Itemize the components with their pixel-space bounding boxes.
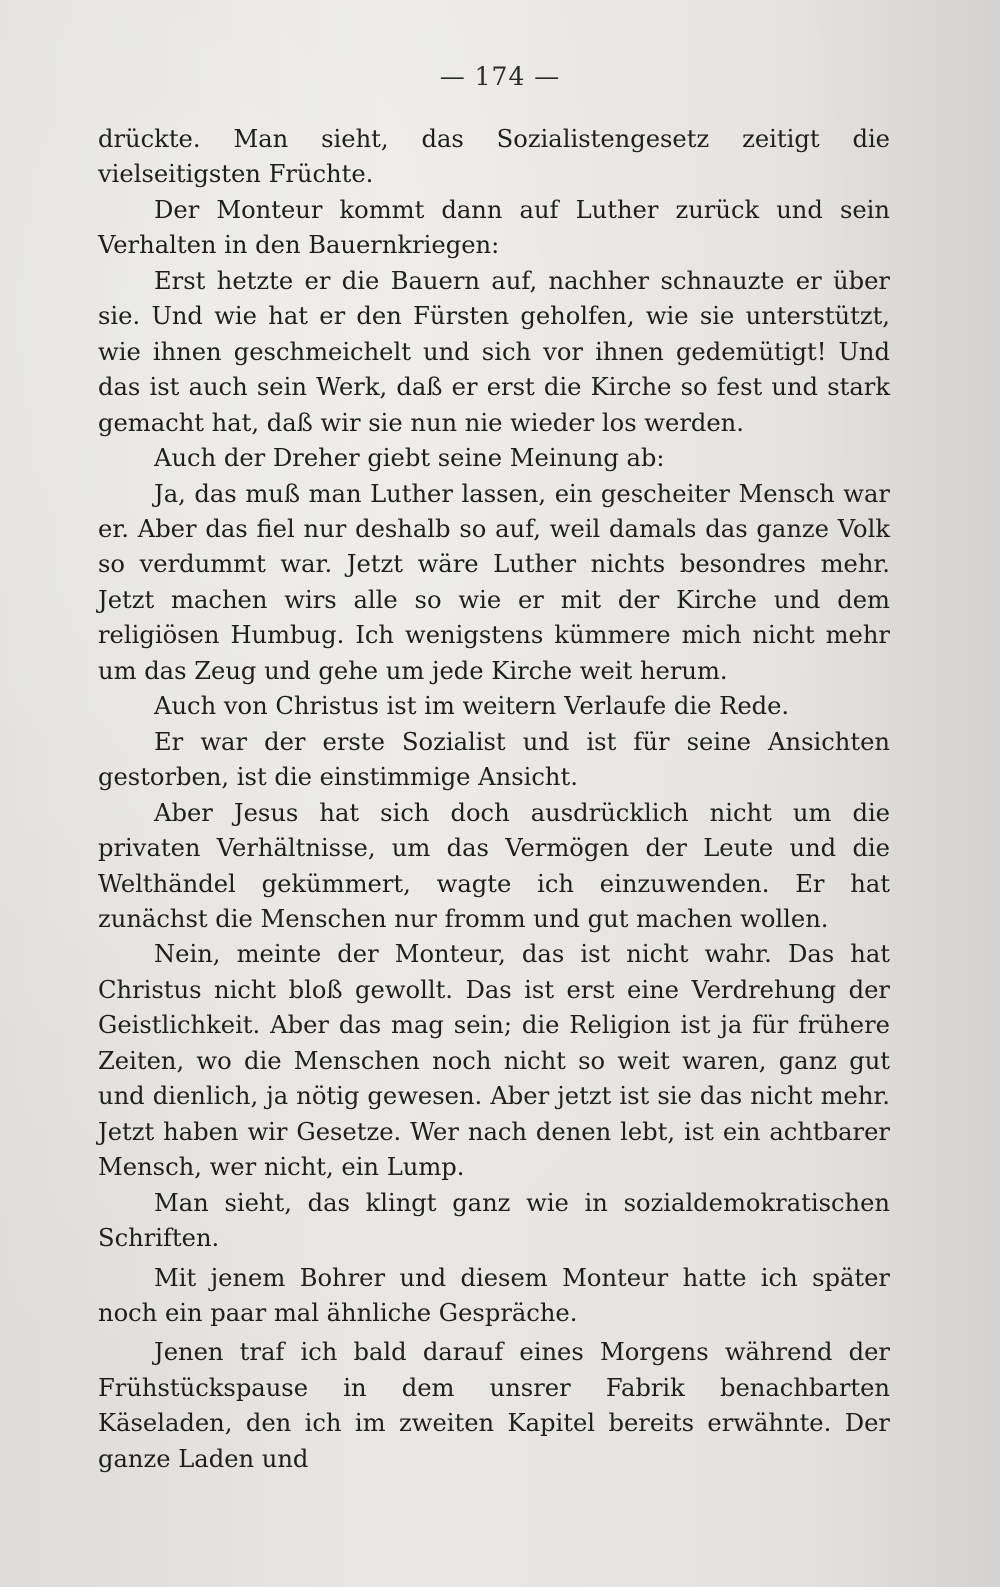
page-number: — 174 —	[439, 62, 561, 91]
paragraph-continuation: drückte. Man sieht, das Sozialistengesetz zeitigt die vielseitigsten Früchte.	[98, 125, 890, 189]
paragraph: Ja, das muß man Luther lassen, ein gescheiter Mensch war er. Aber das fiel nur deshalb so auf, weil damals das ganze Volk so verdummt war. Jetzt wäre Luther nichts besondres mehr. Jetzt machen wirs alle so wie er mit der Kirche und dem religiösen Humbug. Ich wenigstens kümmere mich nicht mehr um das Zeug und gehe um jede Kirche weit herum.	[98, 479, 890, 685]
paragraph: Erst hetzte er die Bauern auf, nachher schnauzte er über sie. Und wie hat er den Fürsten geholfen, wie sie unterstützt, wie ihnen geschmeichelt und sich vor ihnen gedemütigt! Und das ist auch sein Werk, daß er erst die Kirche so fest und stark gemacht hat, daß wir sie nun nie wieder los werden.	[98, 266, 890, 437]
paragraph: Der Monteur kommt dann auf Luther zurück und sein Verhalten in den Bauernkriegen:	[98, 195, 890, 260]
paragraph: Auch der Dreher giebt seine Meinung ab:	[154, 444, 665, 473]
body-text	[98, 122, 890, 1477]
paragraph: Er war der erste Sozialist und ist für seine Ansichten gestorben, ist die einstimmige Ansicht.	[98, 727, 890, 792]
paragraph: Auch von Christus ist im weitern Verlaufe die Rede.	[154, 692, 790, 721]
paragraph: Man sieht, das klingt ganz wie in sozialdemokratischen Schriften.	[98, 1188, 890, 1253]
paragraph: Nein, meinte der Monteur, das ist nicht wahr. Das hat Christus nicht bloß gewollt. Das ist erst eine Verdrehung der Geistlichkeit. Aber das mag sein; die Religion ist ja für frühere Zeiten, wo die Menschen noch nicht so weit waren, ganz gut und dienlich, ja nötig gewesen. Aber jetzt ist sie das nicht mehr. Jetzt haben wir Gesetze. Wer nach denen lebt, ist ein achtbarer Mensch, wer nicht, ein Lump.	[98, 940, 890, 1182]
paragraph: Mit jenem Bohrer und diesem Monteur hatte ich später noch ein paar mal ähnliche Gespräche.	[98, 1263, 890, 1327]
paragraph: Aber Jesus hat sich doch ausdrücklich nicht um die privaten Verhältnisse, um das Vermögen der Leute und die Welthändel gekümmert, wagte ich einzuwenden. Er hat zunächst die Menschen nur fromm und gut machen wollen.	[98, 798, 890, 933]
paragraph: Jenen traf ich bald darauf eines Morgens während der Frühstückspause in dem unsrer Fabrik benachbarten Käseladen, den ich im zweiten Kapitel bereits erwähnte. Der ganze Laden und	[98, 1338, 890, 1473]
